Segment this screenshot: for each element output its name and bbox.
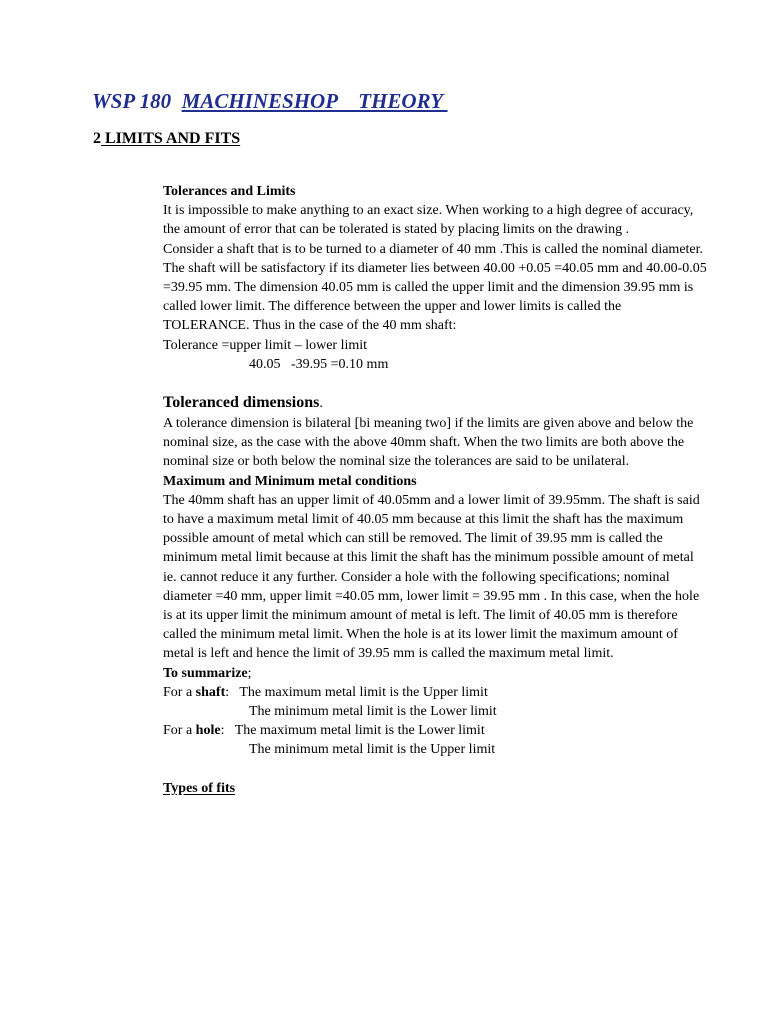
section-title: LIMITS AND FITS [101, 130, 241, 147]
section-heading [93, 129, 240, 149]
document-body [163, 182, 708, 798]
shaft-word: shaft [195, 684, 226, 700]
max-min-metal-heading: Maximum and Minimum metal conditions [163, 473, 417, 489]
max-min-metal-paragraph: The 40mm shaft has an upper limit of 40.05mm and a lower limit of 39.95mm. The shaft is said to have a maximum metal limit of 40.05 mm because at this limit the shaft has the maximum possible amount of metal which can still be removed. The limit of 39.95 mm is called the minimum metal limit because at this limit the shaft has the minimum possible amount of metal ie. cannot reduce it any further. Consider a hole with the following specifications; nominal diameter =40 mm, upper limit =40.05 mm, lower limit = 39.95 mm . In this case, when the hole is at its upper limit the minimum amount of metal is left. The limit of 40.05 mm is therefore called the minimum metal limit. When the hole is at its lower limit the maximum amount of metal is left and hence the limit of 39.95 mm is called the maximum metal limit. [163, 492, 700, 662]
shaft-prefix: For a [163, 684, 196, 700]
types-of-fits-heading: Types of fits [163, 780, 236, 796]
toleranced-dimensions-paragraph: A tolerance dimension is bilateral [bi meaning two] if the limits are given above and below the nominal size, as the case with the above 40mm shaft. When the two limits are both above the nominal size or both below the nominal size the tolerances are said to be unilateral. [163, 416, 694, 470]
tolerance-calculation: 40.05 -39.95 =0.10 mm [249, 356, 389, 372]
summary-hole-line-2: The minimum metal limit is the Upper limit [249, 742, 496, 758]
summary-heading: To summarize [163, 665, 248, 681]
toleranced-dimensions-heading: Toleranced dimensions [163, 394, 320, 412]
tolerances-paragraph-1: It is impossible to make anything to an exact size. When working to a high degree of accuracy, the amount of error that can be tolerated is stated by placing limits on the drawing . [163, 203, 694, 238]
summary-heading-semicolon: ; [247, 665, 252, 681]
section-number: 2 [93, 130, 101, 147]
spacer [163, 374, 708, 392]
hole-line-1-text: : The maximum metal limit is the Lower limit [220, 723, 485, 739]
hole-prefix: For a [163, 723, 196, 739]
hole-word: hole [195, 723, 221, 739]
tolerances-limits-heading: Tolerances and Limits [163, 184, 296, 199]
toleranced-dimensions-heading-line [163, 392, 708, 414]
summary-heading-line [163, 664, 708, 683]
course-code: WSP 180 [92, 89, 172, 113]
shaft-line-1-text: : The maximum metal limit is the Upper limit [225, 684, 488, 700]
summary-shaft-line-1 [163, 683, 708, 702]
summary-shaft-line-2: The minimum metal limit is the Lower limit [249, 704, 497, 720]
heading-period: . [319, 396, 323, 412]
spacer [163, 760, 708, 779]
summary-hole-line-1 [163, 721, 708, 740]
tolerance-formula: Tolerance =upper limit – lower limit [163, 337, 368, 353]
document-title [92, 88, 448, 114]
tolerances-paragraph-2: Consider a shaft that is to be turned to a diameter of 40 mm .This is called the nominal diameter. The shaft will be satisfactory if its diameter lies between 40.00 +0.05 =40.05 mm and 40.00-0.05 =39.95 mm. The dimension 40.05 mm is called the upper limit and the dimension 39.95 mm is called lower limit. The difference between the upper and lower limits is called the TOLERANCE. Thus in the case of the 40 mm shaft: [163, 241, 707, 334]
course-title: MACHINESHOP THEORY [181, 89, 448, 113]
